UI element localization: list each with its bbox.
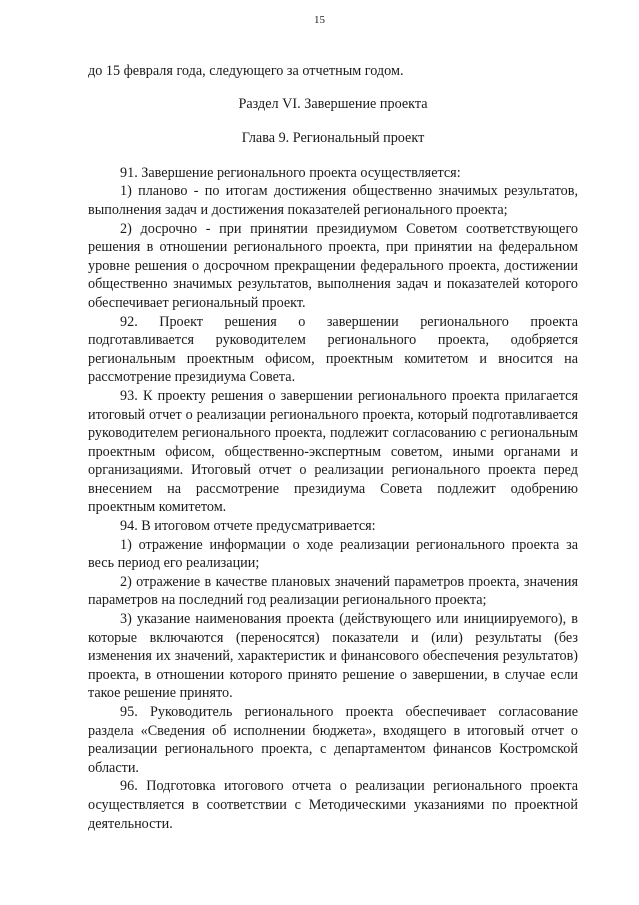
- document-body: [88, 62, 578, 833]
- paragraph-92: 92. Проект решения о завершении регионального проекта подготавливается руководителем регионального проекта, одобряется региональным проектным офисом, проектным комитетом и вносится на рассмотрение президиума Совета.: [88, 313, 578, 386]
- chapter-title: Глава 9. Региональный проект: [241, 130, 425, 147]
- paragraph-91: 91. Завершение регионального проекта осуществляется:: [120, 164, 461, 181]
- continuation-text: до 15 февраля года, следующего за отчетным годом.: [88, 63, 404, 79]
- paragraph-94: 94. В итоговом отчете предусматривается:: [120, 518, 376, 535]
- paragraph-93: 93. К проекту решения о завершении регионального проекта прилагается итоговый отчет о реализации регионального проекта, который подготавливается руководителем регионального проекта, подлежит согласованию с региональным проектным офисом, общественно-экспертным советом, иными органами и организациями. Итоговый отчет о реализации регионального проекта перед внесением на рассмотрение президиума Совета подлежит одобрению проектным комитетом.: [88, 387, 578, 516]
- paragraph-94-item-2: 2) отражение в качестве плановых значений параметров проекта, значения параметров на последний год реализации регионального проекта;: [88, 573, 578, 609]
- paragraph-91-item-1: 1) планово - по итогам достижения общественно значимых результатов, выполнения задач и достижения показателей регионального проекта;: [88, 183, 578, 218]
- paragraph-94-item-1: 1) отражение информации о ходе реализации регионального проекта за весь период его реализации;: [88, 536, 578, 572]
- paragraph-96: 96. Подготовка итогового отчета о реализации регионального проекта осуществляется в соответствии с Методическими указаниями по проектной деятельности.: [88, 778, 578, 832]
- paragraph-94-item-3: 3) указание наименования проекта (действующего или инициируемого), в которые включаются (переносятся) показатели и (или) результаты (без изменения их значений, характеристик и финансового обеспечения результатов) проекта, в отношении которого принято решение о завершении, в случае если такое решение принято.: [88, 611, 578, 702]
- section-title: Раздел VI. Завершение проекта: [238, 95, 428, 112]
- paragraph-91-item-2: 2) досрочно - при принятии президиумом Советом соответствующего решения в отношении регионального проекта, при принятии на федеральном уровне решения о досрочном прекращении федерального проекта, достижении общественно значимых результатов, выполнения задач и показателей которого обеспечивает региональный проект.: [88, 220, 578, 311]
- paragraph-95: 95. Руководитель регионального проекта обеспечивает согласование раздела «Сведения об исполнении бюджета», входящего в итоговый отчет о реализации регионального проекта, с департаментом финансов Костромской области.: [88, 704, 578, 776]
- page-number: 15: [314, 14, 325, 26]
